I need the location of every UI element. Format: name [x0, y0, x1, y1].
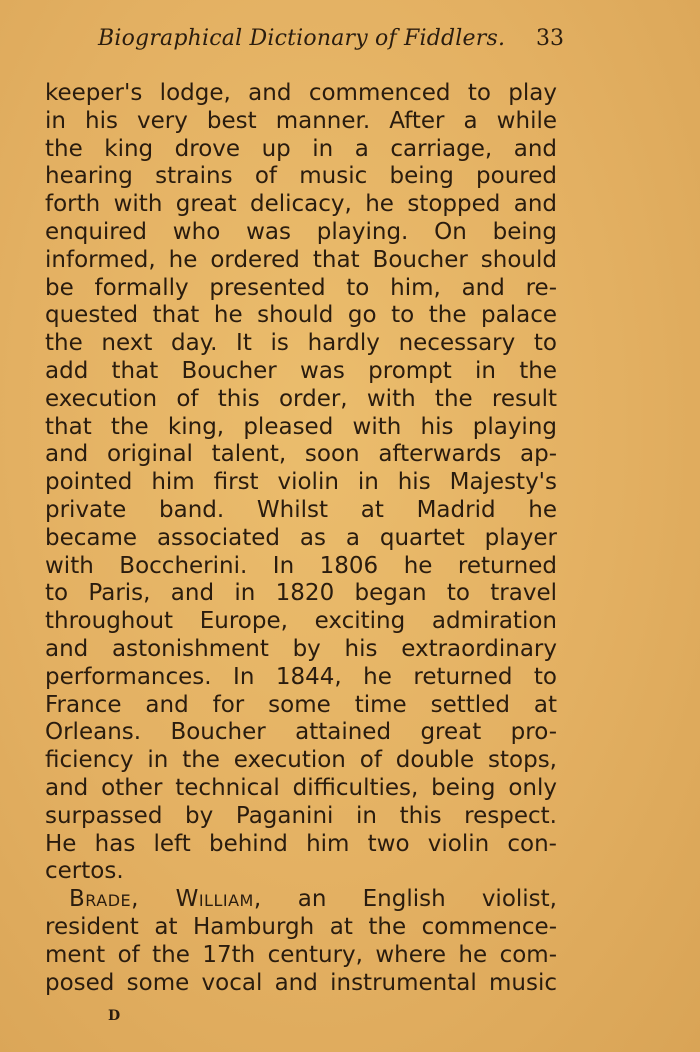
text-line: keeper's lodge, and commenced to play [45, 80, 557, 106]
text-line: performances. In 1844, he returned to [45, 663, 557, 690]
text-line: the king drove up in a carriage, and [45, 135, 557, 162]
text-line: pointed him first violin in his Majesty's [45, 469, 557, 496]
text-line: to Paris, and in 1820 began to travel [45, 580, 557, 607]
text-line: enquired who was playing. On being [45, 218, 557, 245]
text-line: certos. [45, 858, 124, 885]
entry-name: Brade, William, [69, 886, 262, 913]
paragraph-brade [45, 886, 557, 997]
text-line: posed some vocal and instrumental music [45, 969, 557, 996]
text-line: forth with great delicacy, he stopped and [45, 191, 557, 218]
text-line: and other technical difficulties, being only [45, 774, 557, 801]
text-line: quested that he should go to the palace [45, 302, 557, 329]
text-line: informed, he ordered that Boucher should [45, 246, 557, 273]
paragraph-boucher [45, 80, 557, 886]
text-line: private band. Whilst at Madrid he [45, 496, 557, 523]
text-line: with Boccherini. In 1806 he returned [45, 552, 557, 579]
text-line: surpassed by Paganini in this respect. [45, 802, 557, 829]
text-line: Orleans. Boucher attained great pro- [45, 719, 557, 746]
text-line: be formally presented to him, and re- [45, 274, 557, 301]
text-line: France and for some time settled at [45, 691, 557, 718]
text-line: throughout Europe, exciting admiration [45, 608, 557, 635]
running-title: Biographical Dictionary of Fiddlers. [98, 26, 506, 51]
text-line: that the king, pleased with his playing [45, 413, 557, 440]
text-line: execution of this order, with the result [45, 385, 557, 412]
text-line: became associated as a quartet player [45, 524, 557, 551]
text-line: and original talent, soon afterwards ap- [45, 441, 557, 468]
text-line: the next day. It is hardly necessary to [45, 330, 557, 357]
page-number: 33 [536, 26, 564, 51]
text-line: hearing strains of music being poured [45, 163, 557, 190]
text-line: add that Boucher was prompt in the [45, 357, 557, 384]
body-text [45, 80, 557, 997]
text-line: and astonishment by his extraordinary [45, 635, 557, 662]
text-line [45, 886, 557, 914]
text-line: He has left behind him two violin con- [45, 830, 557, 857]
entry-first-line-text: an English violist, [261, 886, 557, 913]
text-line: ficiency in the execution of double stops, [45, 747, 557, 774]
text-line: in his very best manner. After a while [45, 107, 557, 134]
text-line: resident at Hamburgh at the commence- [45, 913, 557, 940]
text-line: ment of the 17th century, where he com- [45, 941, 557, 968]
signature-mark: D [108, 1008, 121, 1024]
running-head [98, 26, 564, 58]
